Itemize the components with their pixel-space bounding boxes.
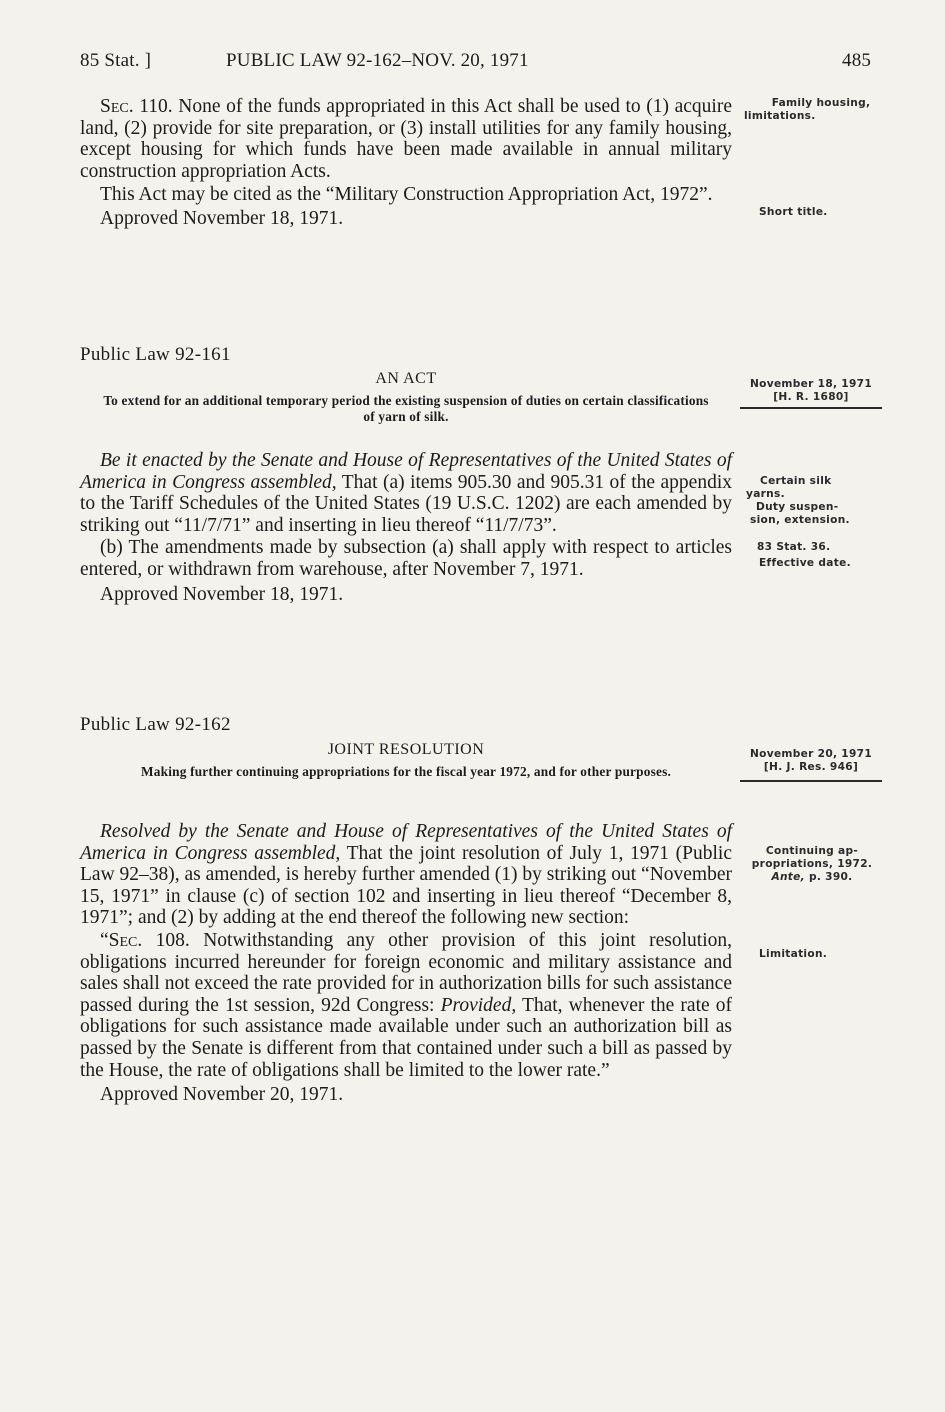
approved-line: Approved November 18, 1971.: [100, 583, 344, 605]
header-title: PUBLIC LAW 92-162–NOV. 20, 1971: [226, 50, 529, 71]
law-161-body: [80, 450, 732, 605]
margin-note-line: Certain silk: [760, 475, 832, 487]
act-subtitle: To extend for an additional temporary period the existing suspension of duties on certain classifications of yarn of silk.: [103, 393, 709, 424]
section-108-paragraph: [80, 930, 732, 1081]
section-110-text: 110. None of the funds appropriated in this Act shall be used to (1) acquire land, (2) provide for site preparation, or (3) install utilities for any family housing, except housing for which funds have been made available in annual military construction appropriation Acts.: [80, 96, 732, 182]
margin-note-limitation: Limitation.: [759, 948, 828, 960]
approved-line: Approved November 18, 1971.: [100, 207, 344, 229]
margin-note-line: Duty suspen-: [756, 501, 839, 513]
enacting-clause: Be it enacted by the Senate and House of Representatives of the United States of America in Congress assembled,: [80, 450, 732, 493]
margin-note-law-161-date: [740, 378, 882, 404]
section-108-text-1: 108. Notwithstanding any other provision of this joint resolution, obligations incurred hereunder for foreign economic and military assistance and sales shall not exceed the rate provided for in authorization bills for such assistance passed during the 1st session, 92d Congress:: [80, 929, 732, 1016]
header-stat-ref: 85 Stat. ]: [80, 50, 152, 71]
provided-term: Provided,: [440, 994, 517, 1016]
section-108-label: “Sec.: [100, 929, 143, 951]
margin-note-short-title: Short title.: [759, 206, 828, 218]
section-110-paragraph: [80, 96, 732, 182]
resolving-paragraph: [80, 821, 732, 929]
approved-line: Approved November 20, 1971.: [100, 1084, 344, 1106]
law-162-body: [80, 821, 732, 1106]
enacting-paragraph: [80, 450, 732, 536]
margin-note-line: Continuing ap-: [765, 845, 859, 857]
section-label: Sec.: [100, 96, 134, 117]
margin-note-bill-number: [H. R. 1680]: [773, 391, 849, 403]
margin-note-continuing-appropriations: [742, 845, 882, 884]
margin-note-line: sion, extension.: [750, 514, 850, 526]
margin-note-silk-yarns: [746, 475, 876, 527]
margin-note-bill-number: [H. J. Res. 946]: [763, 761, 859, 773]
margin-note-stat-ref: 83 Stat. 36.: [757, 541, 831, 553]
margin-rule: [740, 407, 882, 409]
margin-rule: [740, 780, 882, 782]
act-heading: AN ACT: [375, 370, 437, 387]
short-title-paragraph: This Act may be cited as the “Military Construction Appropriation Act, 1972”.: [100, 184, 713, 206]
margin-note-effective-date: Effective date.: [759, 557, 851, 569]
section-110-block: [80, 96, 732, 230]
resolving-clause: Resolved by the Senate and House of Representatives of the United States of America in Congress assembled,: [80, 821, 732, 864]
margin-note-line: yarns.: [746, 488, 785, 500]
margin-note-date: November 20, 1971: [750, 748, 872, 760]
ante-term: Ante,: [771, 871, 805, 883]
margin-note-line: propriations, 1972.: [751, 858, 873, 870]
header-page-number: 485: [842, 50, 872, 71]
joint-resolution-heading: JOINT RESOLUTION: [327, 741, 485, 758]
margin-note-line: [742, 871, 882, 884]
section-108-text-2: That, whenever the rate of obligations for such assistance made available under such an authorization bill as passed by the Senate is different from that contained under such a bill as passed by the House, the rate of obligations shall be limited to the lower rate.”: [80, 994, 732, 1081]
margin-note-line: limitations.: [744, 110, 816, 122]
public-law-162-title: Public Law 92-162: [80, 714, 231, 735]
margin-note-date: November 18, 1971: [750, 378, 872, 390]
paragraph-b: (b) The amendments made by subsection (a) shall apply with respect to articles entered, or withdrawn from warehouse, after November 7, 1971.: [80, 537, 732, 580]
margin-note-family-housing: [744, 97, 884, 123]
ante-page: p. 390.: [804, 871, 853, 883]
public-law-161-title: Public Law 92-161: [80, 344, 231, 365]
resolution-text: That the joint resolution of July 1, 1971 (Public Law 92–38), as amended, is hereby further amended (1) by striking out “November 15, 1971” in clause (c) of section 102 and inserting in lieu thereof “December 8, 1971”; and (2) by adding at the end thereof the following new section:: [80, 842, 733, 929]
paragraph-a-text: That (a) items 905.30 and 905.31 of the appendix to the Tariff Schedules of the United States (19 U.S.C. 1202) are each amended by striking out “11/7/71” and inserting in lieu thereof “11/7/73”.: [80, 471, 732, 536]
joint-resolution-subtitle: Making further continuing appropriations for the fiscal year 1972, and for other purposes.: [141, 764, 671, 779]
margin-note-law-162-date: [740, 748, 882, 774]
margin-note-line: Family housing,: [771, 97, 871, 109]
